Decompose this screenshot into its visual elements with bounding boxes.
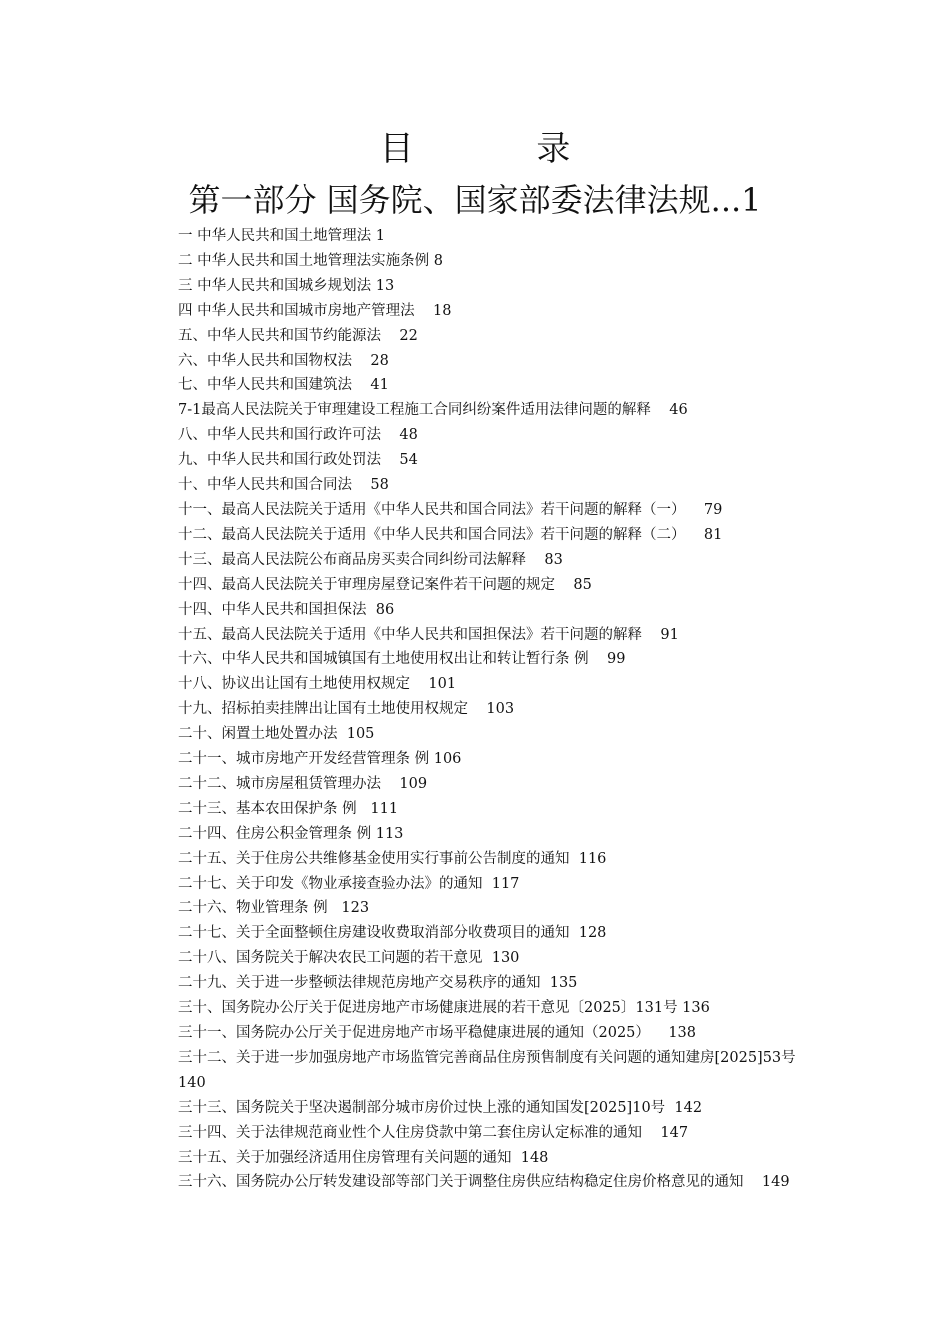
toc-entry[interactable]: 四 中华人民共和国城市房地产管理法 18 [178,302,452,319]
toc-entry[interactable]: 7-1最高人民法院关于审理建设工程施工合同纠纷案件适用法律问题的解释 46 [178,402,688,419]
toc-entry[interactable]: 三十六、国务院办公厅转发建设部等部门关于调整住房供应结构稳定住房价格意见的通知 149 [178,1174,790,1191]
toc-entry[interactable]: 二十七、关于印发《物业承接查验办法》的通知 117 [178,875,520,892]
toc-entry[interactable]: 二十一、城市房地产开发经营管理条 例 106 [178,751,462,768]
toc-entry[interactable]: 十一、最高人民法院关于适用《中华人民共和国合同法》若干问题的解释（一） 79 [178,501,723,518]
toc-entry[interactable]: 二十九、关于进一步整顿法律规范房地产交易秩序的通知 135 [178,975,578,992]
toc-entry[interactable]: 三十、国务院办公厅关于促进房地产市场健康进展的若干意见〔2025〕131号 136 [178,1000,710,1017]
toc-entry[interactable]: 二十三、基本农田保护条 例 111 [178,800,399,817]
toc-entry[interactable]: 一 中华人民共和国土地管理法 1 [178,228,385,244]
toc-entry[interactable]: 二十四、住房公积金管理条 例 113 [178,825,404,842]
table-of-contents [178,224,818,1195]
toc-entry[interactable]: 二十五、关于住房公共维修基金使用实行事前公告制度的通知 116 [178,850,607,867]
toc-entry[interactable]: 三十四、关于法律规范商业性个人住房贷款中第二套住房认定标准的通知 147 [178,1124,689,1141]
toc-entry[interactable]: 七、中华人民共和国建筑法 41 [178,377,389,394]
toc-entry[interactable]: 十四、最高人民法院关于审理房屋登记案件若干问题的规定 85 [178,576,592,593]
toc-entry[interactable]: 八、中华人民共和国行政许可法 48 [178,427,418,444]
toc-entry[interactable]: 十九、招标拍卖挂牌出让国有土地使用权规定 103 [178,701,515,718]
toc-entry[interactable]: 十八、协议出让国有土地使用权规定 101 [178,676,457,693]
toc-entry[interactable]: 九、中华人民共和国行政处罚法 54 [178,452,418,469]
document-title: 目 录 [379,129,627,169]
toc-entry[interactable]: 三十二、关于进一步加强房地产市场监管完善商品住房预售制度有关问题的通知建房[2025]53号 140 [178,1049,805,1091]
toc-entry[interactable]: 二十、闲置土地处置办法 105 [178,726,375,743]
toc-entry[interactable]: 十五、最高人民法院关于适用《中华人民共和国担保法》若干问题的解释 91 [178,626,679,643]
toc-entry[interactable]: 三十一、国务院办公厅关于促进房地产市场平稳健康进展的通知（2025） 138 [178,1025,697,1041]
part-heading: 第一部分 国务院、国家部委法律法规...1 [188,181,762,219]
toc-entry[interactable]: 二十二、城市房屋租赁管理办法 109 [178,775,428,792]
toc-entry[interactable]: 三十三、国务院关于坚决遏制部分城市房价过快上涨的通知国发[2025]10号 142 [178,1099,703,1116]
toc-entry[interactable]: 十二、最高人民法院关于适用《中华人民共和国合同法》若干问题的解释（二） 81 [178,526,723,543]
toc-entry[interactable]: 六、中华人民共和国物权法 28 [178,352,389,369]
toc-entry[interactable]: 二十六、物业管理条 例 123 [178,900,370,917]
toc-entry[interactable]: 十六、中华人民共和国城镇国有土地使用权出让和转让暂行条 例 99 [178,651,626,668]
toc-entry[interactable]: 十三、最高人民法院公布商品房买卖合同纠纷司法解释 83 [178,551,563,568]
toc-entry[interactable]: 二十七、关于全面整顿住房建设收费取消部分收费项目的通知 128 [178,925,607,942]
toc-entry[interactable]: 二十八、国务院关于解决农民工问题的若干意见 130 [178,950,520,967]
toc-entry[interactable]: 十、中华人民共和国合同法 58 [178,477,389,494]
toc-entry[interactable]: 三 中华人民共和国城乡规划法 13 [178,277,395,294]
toc-entry[interactable]: 三十五、关于加强经济适用住房管理有关问题的通知 148 [178,1149,549,1166]
toc-entry[interactable]: 二 中华人民共和国土地管理法实施条例 8 [178,252,443,269]
toc-entry[interactable]: 五、中华人民共和国节约能源法 22 [178,327,418,344]
toc-entry[interactable]: 十四、中华人民共和国担保法 86 [178,601,395,618]
